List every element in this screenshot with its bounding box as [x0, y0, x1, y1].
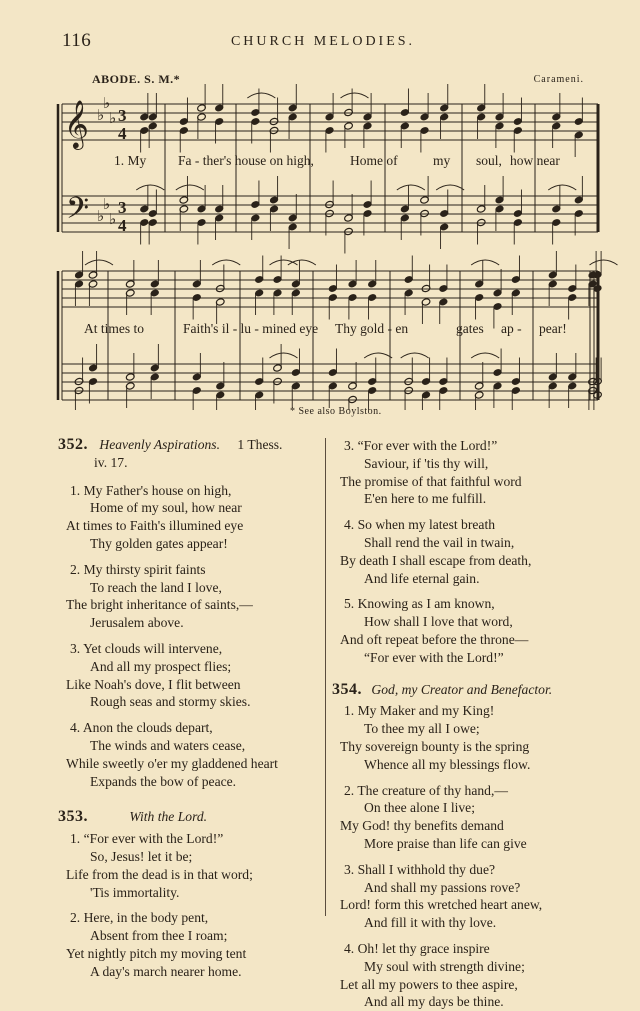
- slur: [364, 353, 392, 358]
- scripture-reference-cont: iv. 17.: [94, 454, 128, 470]
- stanza: [332, 437, 582, 508]
- slur: [397, 185, 425, 190]
- verse-line: My soul with strength divine;: [364, 958, 525, 974]
- verse-line: While sweetly o'er my gladdened heart: [66, 755, 278, 771]
- verse-line: Expands the bow of peace.: [90, 773, 237, 789]
- hymn-number: 352.: [58, 436, 88, 453]
- time-signature: 3: [118, 198, 127, 217]
- hymn-354-stanzas: [332, 702, 582, 1011]
- hymn-353-stanzas-left: [58, 830, 320, 980]
- hymn-353-heading: [58, 808, 320, 826]
- verse-line: At times to Faith's illumined eye: [66, 518, 244, 534]
- verse-line: Whence all my blessings flow.: [364, 756, 531, 772]
- slur: [85, 260, 113, 265]
- verse-line: Thy golden gates appear!: [90, 535, 228, 551]
- verse-line: By death I shall escape from death,: [340, 552, 532, 568]
- tune-composer: Carameni.: [533, 74, 584, 85]
- verse-line: Absent from thee I roam;: [90, 928, 228, 944]
- slur: [471, 353, 499, 358]
- verse-line: So, Jesus! let it be;: [90, 848, 193, 864]
- verse-line: Like Noah's dove, I flit between: [66, 676, 241, 692]
- verse-line: And life eternal gain.: [364, 570, 480, 586]
- verse-line: How shall I love that word,: [364, 614, 513, 630]
- lyric-syllable: gates: [456, 321, 484, 336]
- verse-line: 2. My thirsty spirit faints: [70, 561, 206, 577]
- flat-icon: ♭: [97, 209, 105, 225]
- hymn-title: With the Lord.: [129, 809, 208, 825]
- hymn-number: 354.: [332, 680, 362, 698]
- verse-line: 3. Shall I withhold thy due?: [344, 861, 496, 877]
- slur: [471, 260, 499, 265]
- stanza: [332, 595, 582, 666]
- verse-line: 1. My Father's house on high,: [70, 482, 232, 498]
- hymn-352-heading: [58, 436, 320, 454]
- lyric-syllable: soul,: [476, 153, 502, 168]
- verse-line: Lord! form this wretched heart anew,: [340, 897, 543, 913]
- lyric-syllable: At times to: [84, 321, 144, 336]
- slur: [270, 260, 298, 265]
- verse-line: Home of my soul, how near: [90, 500, 242, 516]
- verse-line: “For ever with the Lord!”: [364, 649, 504, 665]
- flat-icon: ♭: [103, 96, 111, 112]
- hymn-title: God, my Creator and Benefactor.: [371, 681, 553, 697]
- slur: [247, 93, 275, 98]
- bass-clef-icon: 𝄢: [66, 192, 90, 233]
- lyric-syllable: ap -: [501, 321, 522, 336]
- tune-footnote: * See also Boylston.: [290, 406, 382, 417]
- lyric-syllable: pear!: [539, 321, 567, 336]
- time-signature: 3: [118, 106, 127, 125]
- running-head: CHURCH MELODIES.: [230, 34, 416, 49]
- verse-line: Let all my powers to thee aspire,: [340, 976, 518, 992]
- verse-line: A day's march nearer home.: [90, 963, 242, 979]
- hymn-354-heading: [332, 681, 582, 699]
- verse-line: 1. My Maker and my King!: [344, 703, 495, 719]
- verse-line: 5. Knowing as I am known,: [344, 596, 495, 612]
- verse-line: Rough seas and stormy skies.: [90, 694, 251, 710]
- slur: [288, 260, 316, 265]
- lyric-syllable: my: [433, 153, 451, 168]
- flat-icon: ♭: [109, 212, 117, 228]
- hymn-title: Heavenly Aspirations.: [99, 437, 220, 452]
- hymn-353-stanzas-right: [332, 437, 582, 667]
- stanza: [58, 640, 320, 711]
- stanza: [332, 861, 582, 932]
- stanza: [58, 561, 320, 632]
- slur: [341, 93, 369, 98]
- slur: [212, 260, 240, 265]
- slur: [136, 185, 164, 190]
- verse-line: 'Tis immortality.: [90, 884, 180, 900]
- verse-line: 2. Here, in the body pent,: [70, 910, 209, 926]
- verse-line: And all my prospect flies;: [90, 658, 232, 674]
- slur: [436, 185, 464, 190]
- verse-line: The winds and waters cease,: [90, 737, 246, 753]
- verse-line: Life from the dead is in that word;: [66, 866, 253, 882]
- music-score: [0, 0, 640, 410]
- slur: [176, 185, 204, 190]
- verse-line: The promise of that faithful word: [340, 473, 522, 489]
- slur: [548, 185, 576, 190]
- verse-line: The bright inheritance of saints,—: [66, 597, 253, 613]
- verse-line: 4. Oh! let thy grace inspire: [344, 940, 490, 956]
- flat-icon: ♭: [103, 197, 111, 213]
- lyric-syllable: how near: [510, 153, 560, 168]
- lyrics-line-1: [0, 153, 640, 171]
- flat-icon: ♭: [109, 111, 117, 127]
- verse-line: My God! thy benefits demand: [340, 818, 504, 834]
- treble-clef-icon: 𝄞: [64, 99, 89, 148]
- verse-line: Thy sovereign bounty is the spring: [340, 738, 530, 754]
- stanza: [58, 909, 320, 980]
- verse-line: To thee my all I owe;: [364, 721, 480, 737]
- time-signature: 4: [118, 124, 127, 143]
- verse-line: 3. “For ever with the Lord!”: [344, 438, 498, 453]
- verse-line: Yet nightly pitch my moving tent: [66, 945, 247, 961]
- verse-line: 4. So when my latest breath: [344, 517, 496, 533]
- verse-line: On thee alone I live;: [364, 800, 475, 816]
- verse-line: 4. Anon the clouds depart,: [70, 720, 213, 736]
- slur: [590, 260, 618, 265]
- time-signature: 4: [118, 216, 127, 235]
- verse-line: E'en here to me fulfill.: [364, 491, 487, 507]
- verse-line: And shall my passions rove?: [364, 879, 521, 895]
- lyric-syllable: Fa - ther's house on high,: [178, 153, 314, 168]
- lyric-syllable: 1. My: [114, 153, 147, 168]
- verse-line: And oft repeat before the throne—: [340, 631, 529, 647]
- stanza: [332, 702, 582, 773]
- hymn-352-stanzas: [58, 482, 320, 791]
- stanza: [58, 830, 320, 901]
- tune-name: ABODE. S. M.*: [92, 72, 181, 86]
- hymn-number: 353.: [58, 808, 88, 826]
- slur: [270, 353, 298, 358]
- right-column: [332, 437, 582, 1011]
- lyrics-line-2: [0, 321, 640, 339]
- stanza: [58, 482, 320, 553]
- verse-line: 1. “For ever with the Lord!”: [70, 831, 224, 847]
- page-number: 116: [62, 30, 92, 51]
- flat-icon: ♭: [97, 108, 105, 124]
- verse-line: And fill it with thy love.: [364, 915, 497, 931]
- stanza: [58, 719, 320, 790]
- lyric-syllable: Faith's il - lu - mined eye: [183, 321, 319, 336]
- verse-line: And all my days be thine.: [364, 994, 504, 1010]
- stanza: [332, 940, 582, 1011]
- verse-line: 2. The creature of thy hand,—: [344, 782, 508, 798]
- scripture-reference: 1 Thess.: [237, 437, 283, 452]
- verse-line: Shall rend the vail in twain,: [364, 534, 515, 550]
- lyric-syllable: Thy gold - en: [335, 321, 409, 336]
- stanza: [332, 516, 582, 587]
- stanza: [332, 782, 582, 853]
- verse-line: More praise than life can give: [364, 835, 527, 851]
- slur: [401, 353, 429, 358]
- verse-line: Saviour, if 'tis thy will,: [364, 455, 489, 471]
- verse-line: 3. Yet clouds will intervene,: [70, 640, 223, 656]
- lyric-syllable: Home of: [350, 153, 398, 168]
- verse-line: To reach the land I love,: [90, 579, 222, 595]
- left-column: [58, 436, 320, 981]
- column-divider: [325, 438, 326, 916]
- verse-line: Jerusalem above.: [90, 615, 184, 631]
